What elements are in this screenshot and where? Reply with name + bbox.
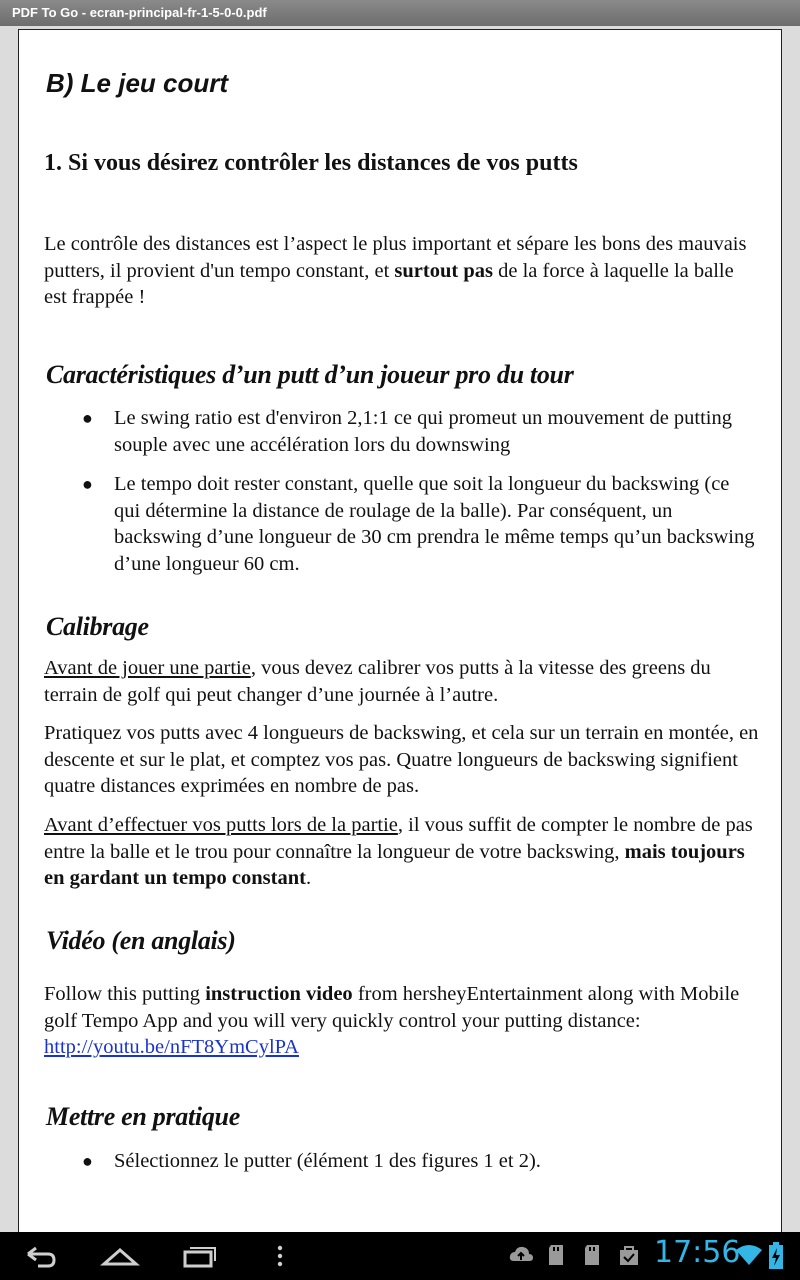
calibrage-paragraph-1: Avant de jouer une partie, vous devez calibrer vos putts à la vitesse des greens du terrain de golf qui peut changer d’une journée à l’autre. [44, 657, 711, 706]
heading-pratique: Mettre en pratique [46, 1102, 240, 1131]
section-title: B) Le jeu court [46, 68, 229, 98]
home-icon[interactable] [100, 1240, 140, 1272]
list-item: ● Le swing ratio est d'environ 2,1:1 ce qui promeut un mouvement de putting souple avec une accélération lors du downswing [82, 407, 733, 456]
shopping-bag-icon [616, 1242, 642, 1268]
heading-distances: 1. Si vous désirez contrôler les distances de vos putts [44, 150, 578, 176]
list-item: ● Le tempo doit rester constant, quelle que soit la longueur du backswing (ce qui détermine la distance de roulage de la balle). Par conséquent, un backswing d’une longueur de 30 cm prendra le même temps qu’un backswing d’une longueur 60 cm. [82, 473, 755, 575]
wifi-icon [735, 1242, 763, 1268]
calibrage-paragraph-3: Avant d’effectuer vos putts lors de la partie, il vous suffit de compter le nombre de pas entre la balle et le trou pour connaître la longueur de votre backswing, mais toujours en gardant un tempo constant. [44, 814, 753, 889]
sd-card-icon [546, 1242, 568, 1268]
status-clock: 17:56 [654, 1235, 741, 1270]
youtube-link[interactable]: http://youtu.be/nFT8YmCylPA [44, 1036, 299, 1058]
heading-video: Vidéo (en anglais) [46, 926, 236, 955]
window-title: PDF To Go - ecran-principal-fr-1-5-0-0.pdf [0, 0, 800, 26]
video-paragraph: Follow this putting instruction video from hersheyEntertainment along with Mobile golf Tempo App and you will very quickly control your putting distance: http://youtu.be/nFT8YmCylPA [44, 983, 740, 1058]
bullet-icon: ● [82, 474, 93, 494]
list-item: ● Sélectionnez le putter (élément 1 des figures 1 et 2). [114, 1148, 759, 1175]
heading-caracteristiques: Caractéristiques d’un putt d’un joueur pro du tour [46, 360, 574, 389]
calibrage-paragraph-2: Pratiquez vos putts avec 4 longueurs de backswing, et cela sur un terrain en montée, en descente et sur le plat, et comptez vos pas. Quatre longueurs de backswing signifient quatre distances exprimées en nombre de pas. [44, 722, 759, 797]
cloud-upload-icon [508, 1242, 534, 1268]
pdf-viewer[interactable] [0, 26, 800, 1232]
bullet-icon: ● [82, 1151, 93, 1171]
pdf-page [18, 29, 782, 1239]
back-icon[interactable] [20, 1240, 60, 1272]
system-navigation-bar [0, 1232, 800, 1280]
battery-charging-icon [768, 1242, 784, 1270]
recent-apps-icon[interactable] [180, 1240, 220, 1272]
heading-calibrage: Calibrage [46, 612, 149, 641]
sd-card-icon-2 [582, 1242, 604, 1268]
bullet-icon: ● [82, 408, 93, 428]
intro-paragraph: Le contrôle des distances est l’aspect le plus important et sépare les bons des mauvais putters, il provient d'un tempo constant, et surtout pas de la force à laquelle la balle est frappée ! [44, 233, 747, 308]
overflow-menu-icon[interactable] [262, 1240, 302, 1272]
